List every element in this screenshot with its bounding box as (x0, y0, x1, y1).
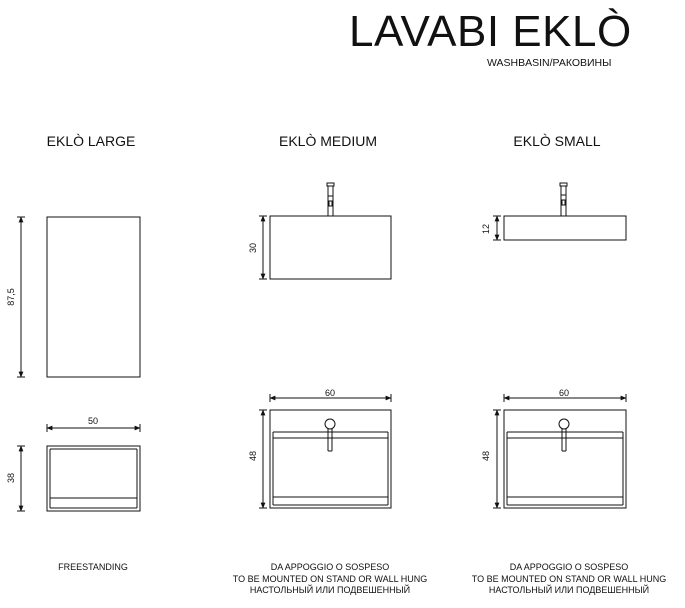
mounting-note-large (58, 562, 128, 574)
large-depth-dimension (17, 446, 25, 511)
mounting-line-it: DA APPOGGIO O SOSPESO (270, 562, 390, 572)
small-height-label: 12 (481, 223, 491, 235)
mounting-note-medium (233, 562, 428, 597)
medium-height-label: 30 (248, 242, 258, 254)
small-front-view (504, 216, 626, 240)
model-name-medium: EKLÒ MEDIUM (278, 133, 378, 149)
large-width-label: 50 (87, 416, 99, 426)
mounting-line-en: TO BE MOUNTED ON STAND OR WALL HUNG (471, 573, 667, 584)
small-faucet-front (560, 183, 567, 216)
medium-depth-dimension (259, 410, 267, 508)
mounting-line-ru: НАСТОЛЬНЫЙ ИЛИ ПОДВЕШЕННЫЙ (249, 585, 411, 595)
page-title: LAVABI EKLÒ (349, 7, 632, 56)
mounting-line-en: TO BE MOUNTED ON STAND OR WALL HUNG (232, 573, 428, 584)
mounting-line-it: DA APPOGGIO O SOSPESO (509, 562, 629, 572)
small-width-label: 60 (558, 388, 570, 398)
medium-width-label: 60 (324, 388, 336, 398)
mounting-line: FREESTANDING (58, 562, 128, 572)
mounting-note-small (472, 562, 667, 597)
large-height-dimension (17, 217, 25, 377)
small-faucet-top (559, 419, 569, 451)
medium-depth-label: 48 (248, 450, 258, 462)
medium-plan-view (270, 410, 391, 508)
large-front-view (47, 217, 140, 377)
small-depth-dimension (493, 410, 501, 508)
medium-faucet-front (327, 183, 334, 216)
page-subtitle: WASHBASIN/РАКОВИНЫ (487, 57, 612, 69)
small-height-dimension (493, 216, 501, 240)
model-name-large: EKLÒ LARGE (46, 133, 136, 149)
medium-faucet-top (325, 419, 335, 451)
large-plan-view (47, 446, 140, 511)
model-name-small: EKLÒ SMALL (513, 133, 601, 149)
small-depth-label: 48 (481, 450, 491, 462)
large-height-label: 87,5 (6, 288, 16, 306)
medium-front-view (270, 216, 391, 279)
mounting-line-ru: НАСТОЛЬНЫЙ ИЛИ ПОДВЕШЕННЫЙ (488, 585, 650, 595)
medium-height-dimension (259, 216, 267, 279)
small-plan-view (504, 410, 626, 508)
large-depth-label: 38 (6, 472, 16, 484)
